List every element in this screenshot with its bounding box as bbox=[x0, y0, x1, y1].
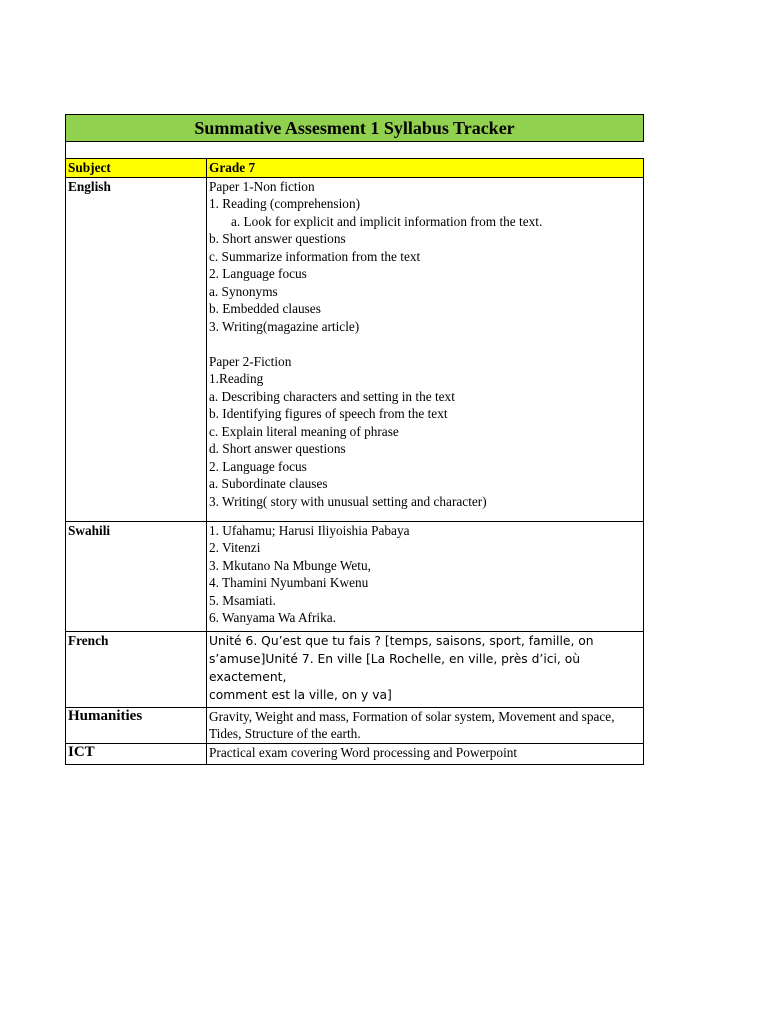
header-grade: Grade 7 bbox=[207, 159, 644, 178]
swahili-content bbox=[207, 521, 644, 631]
swahili-line: 3. Mkutano Na Mbunge Wetu, bbox=[209, 557, 371, 573]
swahili-line: 1. Ufahamu; Harusi Iliyoishia Pabaya bbox=[209, 522, 410, 538]
syllabus-tracker-sheet bbox=[65, 114, 644, 765]
header-subject: Subject bbox=[66, 159, 207, 178]
english-line: b. Identifying figures of speech from the text bbox=[209, 406, 448, 421]
french-text-line2: comment est la ville, on y va] bbox=[209, 687, 392, 702]
table-row-ict bbox=[66, 743, 644, 764]
french-text-line1: Unité 6. Qu’est que tu fais ? [temps, saisons, sport, famille, on s’amuse]Unité 7. En ville [La Rochelle, en ville, près d’ici, où exactement, bbox=[209, 633, 594, 684]
swahili-line: 5. Msamiati. bbox=[209, 592, 276, 608]
table-row-english bbox=[66, 177, 644, 521]
english-content bbox=[207, 177, 644, 521]
english-line-blank bbox=[209, 335, 641, 353]
humanities-content: Gravity, Weight and mass, Formation of solar system, Movement and space, Tides, Structure of the earth. bbox=[207, 707, 644, 743]
table-row-swahili bbox=[66, 521, 644, 631]
english-line: b. Embedded clauses bbox=[209, 301, 321, 316]
spacer-row bbox=[65, 142, 644, 158]
syllabus-table bbox=[65, 158, 644, 765]
english-line: a. Subordinate clauses bbox=[209, 476, 328, 491]
english-line: d. Short answer questions bbox=[209, 441, 346, 456]
english-line: c. Explain literal meaning of phrase bbox=[209, 423, 399, 439]
english-line: c. Summarize information from the text bbox=[209, 248, 421, 264]
english-line: a. Look for explicit and implicit information from the text. bbox=[231, 213, 543, 229]
english-line: 3. Writing( story with unusual setting and character) bbox=[209, 493, 487, 509]
subject-humanities: Humanities bbox=[66, 707, 207, 743]
english-line: a. Describing characters and setting in the text bbox=[209, 388, 455, 404]
swahili-line: 2. Vitenzi bbox=[209, 540, 261, 555]
sheet-title: Summative Assesment 1 Syllabus Tracker bbox=[65, 114, 644, 142]
english-line: 2. Language focus bbox=[209, 458, 307, 474]
ict-content: Practical exam covering Word processing and Powerpoint bbox=[207, 743, 644, 764]
french-content bbox=[207, 631, 644, 707]
table-row-humanities bbox=[66, 707, 644, 743]
table-header-row bbox=[66, 159, 644, 178]
english-line: a. Synonyms bbox=[209, 283, 278, 299]
english-line: 3. Writing(magazine article) bbox=[209, 318, 360, 334]
english-line: 1.Reading bbox=[209, 371, 264, 386]
subject-english: English bbox=[66, 177, 207, 521]
subject-swahili: Swahili bbox=[66, 521, 207, 631]
english-line: Paper 2-Fiction bbox=[209, 353, 292, 369]
subject-ict: ICT bbox=[66, 743, 207, 764]
swahili-line: 6. Wanyama Wa Afrika. bbox=[209, 610, 336, 625]
english-line: 2. Language focus bbox=[209, 266, 307, 281]
subject-french: French bbox=[66, 631, 207, 707]
swahili-line: 4. Thamini Nyumbani Kwenu bbox=[209, 575, 369, 590]
english-line: 1. Reading (comprehension) bbox=[209, 196, 361, 211]
english-line: b. Short answer questions bbox=[209, 231, 346, 246]
english-line: Paper 1-Non fiction bbox=[209, 178, 315, 194]
table-row-french bbox=[66, 631, 644, 707]
